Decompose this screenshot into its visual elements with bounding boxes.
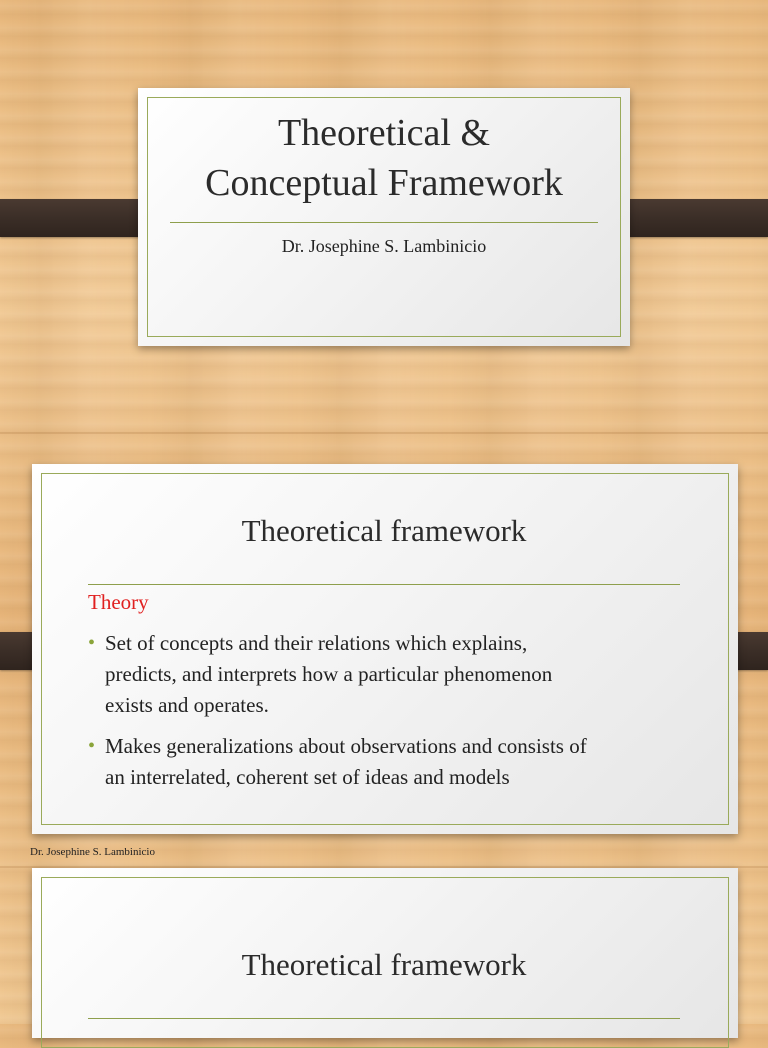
- title-line-1: Theoretical &: [277, 112, 491, 154]
- slide3-title: Theoretical framework: [241, 947, 527, 982]
- presentation-title: [0, 110, 768, 206]
- footer-author: Dr. Josephine S. Lambinicio: [30, 846, 155, 858]
- bullet-item-definition: • Set of concepts and their relations which explains, predicts, and interprets how a particular phenomenon exists and operates.: [88, 628, 688, 721]
- slide3-divider: [88, 1018, 680, 1019]
- bullet-dot-icon: •: [88, 735, 96, 757]
- slide2-divider: [88, 584, 680, 585]
- slide2-title: Theoretical framework: [241, 513, 527, 548]
- theory-heading: Theory: [88, 590, 149, 614]
- title-divider: [170, 222, 598, 223]
- bullet-item-generalizations: • Makes generalizations about observations and consists of an interrelated, coherent set of ideas and models: [88, 731, 688, 793]
- bullet-dot-icon: •: [88, 632, 96, 654]
- author-name: Dr. Josephine S. Lambinicio: [281, 236, 487, 256]
- wood-plank-line: [0, 432, 768, 434]
- title-line-2: Conceptual Framework: [205, 162, 563, 204]
